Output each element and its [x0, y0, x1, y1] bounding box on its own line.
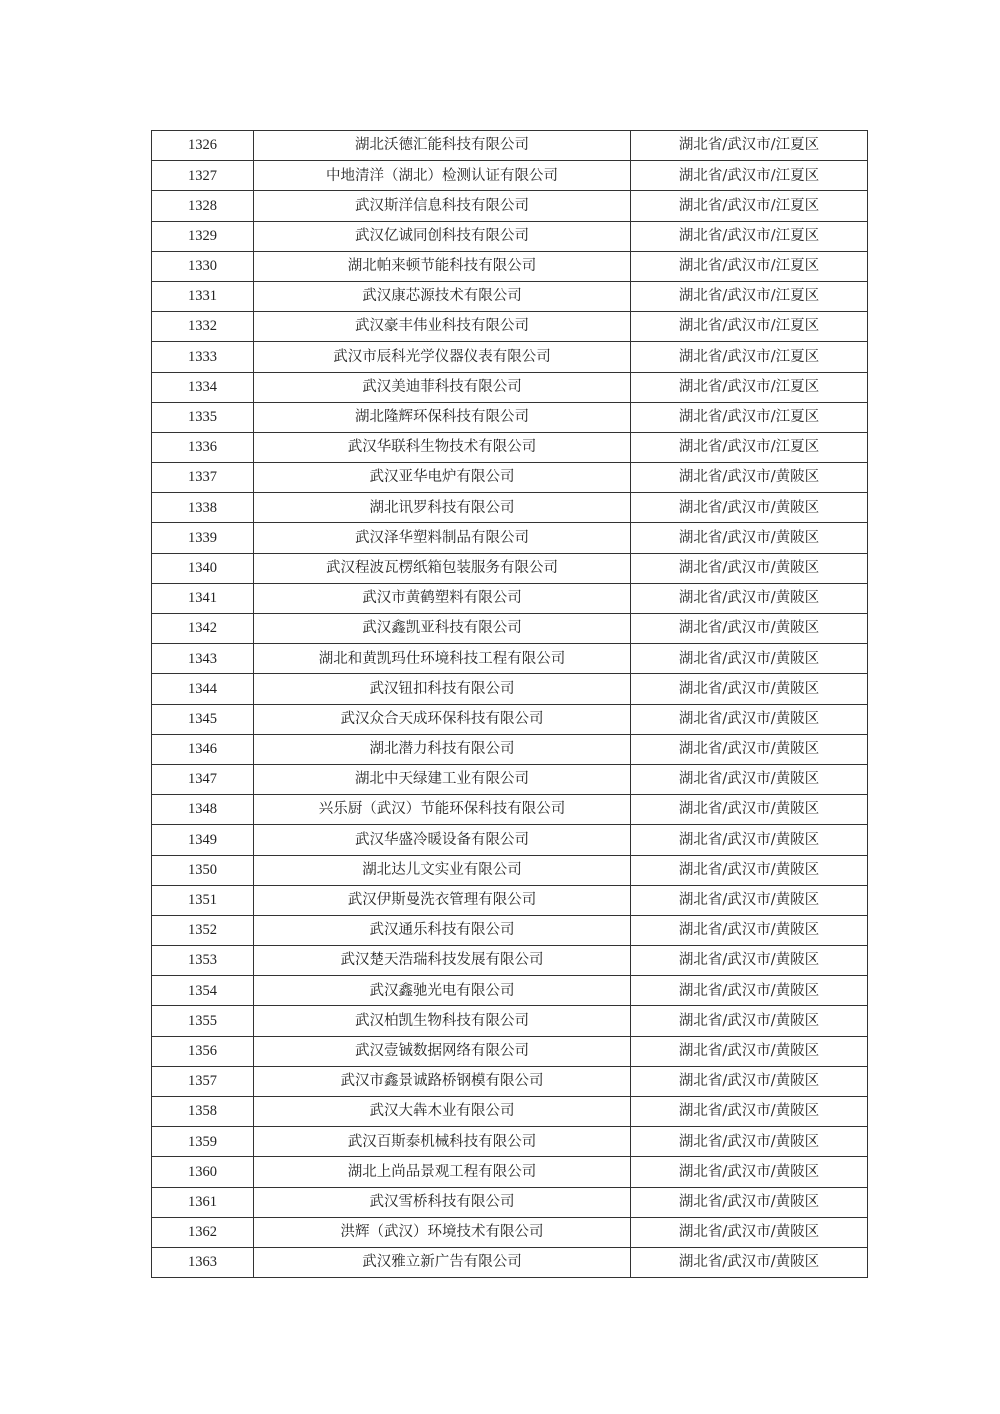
table-row [152, 795, 868, 825]
company-name-cell: 武汉雪桥科技有限公司 [254, 1187, 631, 1217]
table-row [152, 915, 868, 945]
table-row [152, 281, 868, 311]
region-cell: 湖北省/武汉市/江夏区 [631, 251, 868, 281]
row-number-cell: 1330 [152, 251, 254, 281]
region-cell: 湖北省/武汉市/黄陂区 [631, 1097, 868, 1127]
row-number-cell: 1361 [152, 1187, 254, 1217]
table-row [152, 734, 868, 764]
table-row [152, 764, 868, 794]
table-row [152, 402, 868, 432]
company-name-cell: 湖北讯罗科技有限公司 [254, 493, 631, 523]
region-cell: 湖北省/武汉市/江夏区 [631, 402, 868, 432]
company-name-cell: 湖北和黄凯玛仕环境科技工程有限公司 [254, 644, 631, 674]
row-number-cell: 1351 [152, 885, 254, 915]
company-name-cell: 武汉华联科生物技术有限公司 [254, 432, 631, 462]
table-row [152, 644, 868, 674]
company-name-cell: 武汉康芯源技术有限公司 [254, 281, 631, 311]
region-cell: 湖北省/武汉市/江夏区 [631, 342, 868, 372]
region-cell: 湖北省/武汉市/黄陂区 [631, 855, 868, 885]
company-name-cell: 中地清洋（湖北）检测认证有限公司 [254, 161, 631, 191]
table-row [152, 1097, 868, 1127]
table-row [152, 221, 868, 251]
row-number-cell: 1350 [152, 855, 254, 885]
region-cell: 湖北省/武汉市/黄陂区 [631, 493, 868, 523]
row-number-cell: 1347 [152, 764, 254, 794]
company-name-cell: 武汉程波瓦楞纸箱包装服务有限公司 [254, 553, 631, 583]
company-name-cell: 武汉鑫驰光电有限公司 [254, 976, 631, 1006]
region-cell: 湖北省/武汉市/江夏区 [631, 312, 868, 342]
region-cell: 湖北省/武汉市/黄陂区 [631, 795, 868, 825]
row-number-cell: 1348 [152, 795, 254, 825]
row-number-cell: 1362 [152, 1217, 254, 1247]
row-number-cell: 1344 [152, 674, 254, 704]
region-cell: 湖北省/武汉市/黄陂区 [631, 915, 868, 945]
region-cell: 湖北省/武汉市/黄陂区 [631, 1127, 868, 1157]
row-number-cell: 1339 [152, 523, 254, 553]
row-number-cell: 1328 [152, 191, 254, 221]
region-cell: 湖北省/武汉市/黄陂区 [631, 553, 868, 583]
region-cell: 湖北省/武汉市/黄陂区 [631, 764, 868, 794]
region-cell: 湖北省/武汉市/江夏区 [631, 432, 868, 462]
row-number-cell: 1342 [152, 614, 254, 644]
table-row [152, 372, 868, 402]
row-number-cell: 1340 [152, 553, 254, 583]
table-row [152, 1006, 868, 1036]
row-number-cell: 1334 [152, 372, 254, 402]
company-name-cell: 武汉雅立新广告有限公司 [254, 1247, 631, 1277]
row-number-cell: 1349 [152, 825, 254, 855]
table-row [152, 251, 868, 281]
region-cell: 湖北省/武汉市/黄陂区 [631, 523, 868, 553]
company-name-cell: 武汉市黄鹤塑料有限公司 [254, 583, 631, 613]
region-cell: 湖北省/武汉市/江夏区 [631, 161, 868, 191]
table-row [152, 1127, 868, 1157]
row-number-cell: 1357 [152, 1066, 254, 1096]
region-cell: 湖北省/武汉市/江夏区 [631, 281, 868, 311]
company-name-cell: 武汉市鑫景诚路桥钢模有限公司 [254, 1066, 631, 1096]
company-name-cell: 湖北达儿文实业有限公司 [254, 855, 631, 885]
table-row [152, 493, 868, 523]
company-name-cell: 湖北上尚品景观工程有限公司 [254, 1157, 631, 1187]
region-cell: 湖北省/武汉市/黄陂区 [631, 946, 868, 976]
table-row [152, 885, 868, 915]
row-number-cell: 1355 [152, 1006, 254, 1036]
region-cell: 湖北省/武汉市/黄陂区 [631, 644, 868, 674]
table-row [152, 312, 868, 342]
row-number-cell: 1331 [152, 281, 254, 311]
company-name-cell: 武汉华盛冷暖设备有限公司 [254, 825, 631, 855]
table-row [152, 553, 868, 583]
row-number-cell: 1336 [152, 432, 254, 462]
row-number-cell: 1356 [152, 1036, 254, 1066]
company-list-body [152, 131, 868, 1278]
region-cell: 湖北省/武汉市/黄陂区 [631, 1157, 868, 1187]
region-cell: 湖北省/武汉市/黄陂区 [631, 674, 868, 704]
region-cell: 湖北省/武汉市/江夏区 [631, 191, 868, 221]
row-number-cell: 1332 [152, 312, 254, 342]
company-name-cell: 武汉亿诚同创科技有限公司 [254, 221, 631, 251]
company-name-cell: 湖北隆辉环保科技有限公司 [254, 402, 631, 432]
table-row [152, 946, 868, 976]
row-number-cell: 1327 [152, 161, 254, 191]
table-row [152, 1036, 868, 1066]
table-row [152, 1066, 868, 1096]
region-cell: 湖北省/武汉市/黄陂区 [631, 1217, 868, 1247]
region-cell: 湖北省/武汉市/黄陂区 [631, 825, 868, 855]
region-cell: 湖北省/武汉市/黄陂区 [631, 1036, 868, 1066]
table-row [152, 583, 868, 613]
table-row [152, 1217, 868, 1247]
row-number-cell: 1352 [152, 915, 254, 945]
company-name-cell: 武汉百斯泰机械科技有限公司 [254, 1127, 631, 1157]
table-row [152, 976, 868, 1006]
row-number-cell: 1343 [152, 644, 254, 674]
row-number-cell: 1335 [152, 402, 254, 432]
table-row [152, 432, 868, 462]
company-name-cell: 武汉钮扣科技有限公司 [254, 674, 631, 704]
region-cell: 湖北省/武汉市/黄陂区 [631, 463, 868, 493]
company-name-cell: 武汉通乐科技有限公司 [254, 915, 631, 945]
row-number-cell: 1329 [152, 221, 254, 251]
table-row [152, 614, 868, 644]
row-number-cell: 1333 [152, 342, 254, 372]
table-row [152, 131, 868, 161]
region-cell: 湖北省/武汉市/江夏区 [631, 221, 868, 251]
row-number-cell: 1359 [152, 1127, 254, 1157]
table-row [152, 463, 868, 493]
region-cell: 湖北省/武汉市/黄陂区 [631, 614, 868, 644]
company-name-cell: 湖北中天绿建工业有限公司 [254, 764, 631, 794]
row-number-cell: 1354 [152, 976, 254, 1006]
company-name-cell: 湖北帕来顿节能科技有限公司 [254, 251, 631, 281]
company-name-cell: 兴乐厨（武汉）节能环保科技有限公司 [254, 795, 631, 825]
region-cell: 湖北省/武汉市/黄陂区 [631, 1247, 868, 1277]
company-list-table [151, 130, 868, 1278]
row-number-cell: 1345 [152, 704, 254, 734]
row-number-cell: 1353 [152, 946, 254, 976]
company-name-cell: 武汉豪丰伟业科技有限公司 [254, 312, 631, 342]
company-name-cell: 武汉楚天浩瑞科技发展有限公司 [254, 946, 631, 976]
company-name-cell: 武汉柏凯生物科技有限公司 [254, 1006, 631, 1036]
region-cell: 湖北省/武汉市/黄陂区 [631, 1006, 868, 1036]
row-number-cell: 1338 [152, 493, 254, 523]
row-number-cell: 1326 [152, 131, 254, 161]
company-name-cell: 武汉亚华电炉有限公司 [254, 463, 631, 493]
company-name-cell: 武汉伊斯曼洗衣管理有限公司 [254, 885, 631, 915]
row-number-cell: 1358 [152, 1097, 254, 1127]
company-name-cell: 武汉鑫凯亚科技有限公司 [254, 614, 631, 644]
region-cell: 湖北省/武汉市/黄陂区 [631, 976, 868, 1006]
company-name-cell: 武汉泽华塑料制品有限公司 [254, 523, 631, 553]
table-row [152, 191, 868, 221]
row-number-cell: 1363 [152, 1247, 254, 1277]
company-name-cell: 武汉众合天成环保科技有限公司 [254, 704, 631, 734]
region-cell: 湖北省/武汉市/江夏区 [631, 372, 868, 402]
table-row [152, 1187, 868, 1217]
table-row [152, 161, 868, 191]
company-name-cell: 湖北沃德汇能科技有限公司 [254, 131, 631, 161]
region-cell: 湖北省/武汉市/黄陂区 [631, 1187, 868, 1217]
company-name-cell: 武汉壹铖数据网络有限公司 [254, 1036, 631, 1066]
company-name-cell: 武汉美迪菲科技有限公司 [254, 372, 631, 402]
table-row [152, 523, 868, 553]
region-cell: 湖北省/武汉市/黄陂区 [631, 704, 868, 734]
region-cell: 湖北省/武汉市/黄陂区 [631, 734, 868, 764]
row-number-cell: 1346 [152, 734, 254, 764]
region-cell: 湖北省/武汉市/江夏区 [631, 131, 868, 161]
region-cell: 湖北省/武汉市/黄陂区 [631, 1066, 868, 1096]
table-row [152, 674, 868, 704]
company-name-cell: 湖北潜力科技有限公司 [254, 734, 631, 764]
region-cell: 湖北省/武汉市/黄陂区 [631, 583, 868, 613]
table-row [152, 1247, 868, 1277]
company-name-cell: 武汉大犇木业有限公司 [254, 1097, 631, 1127]
table-row [152, 855, 868, 885]
table-row [152, 704, 868, 734]
region-cell: 湖北省/武汉市/黄陂区 [631, 885, 868, 915]
table-row [152, 825, 868, 855]
row-number-cell: 1337 [152, 463, 254, 493]
company-name-cell: 武汉市辰科光学仪器仪表有限公司 [254, 342, 631, 372]
row-number-cell: 1360 [152, 1157, 254, 1187]
row-number-cell: 1341 [152, 583, 254, 613]
company-name-cell: 武汉斯洋信息科技有限公司 [254, 191, 631, 221]
company-name-cell: 洪辉（武汉）环境技术有限公司 [254, 1217, 631, 1247]
table-row [152, 342, 868, 372]
table-row [152, 1157, 868, 1187]
